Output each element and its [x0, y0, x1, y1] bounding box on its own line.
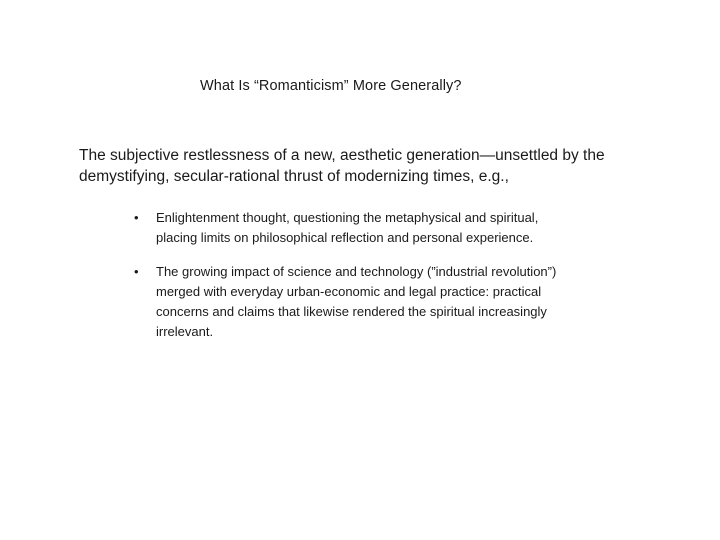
- bullet-icon: •: [134, 210, 139, 225]
- intro-paragraph: [79, 145, 659, 187]
- intro-line: The subjective restlessness of a new, aesthetic generation—unsettled by the: [79, 147, 605, 164]
- bullet-item-enlightenment: [134, 208, 654, 248]
- bullet-list: [134, 208, 654, 356]
- bullet-line: Enlightenment thought, questioning the metaphysical and spiritual,: [156, 210, 539, 225]
- bullet-line: The growing impact of science and technology (”industrial revolution”): [156, 264, 557, 279]
- bullet-line: placing limits on philosophical reflection and personal experience.: [156, 230, 534, 245]
- bullet-icon: •: [134, 264, 139, 279]
- bullet-line: irrelevant.: [156, 324, 214, 339]
- bullet-item-science-technology: [134, 262, 654, 342]
- bullet-line: merged with everyday urban-economic and legal practice: practical: [156, 284, 542, 299]
- intro-line: demystifying, secular-rational thrust of modernizing times, e.g.,: [79, 168, 509, 185]
- bullet-line: concerns and claims that likewise rendered the spiritual increasingly: [156, 304, 547, 319]
- slide-title: What Is “Romanticism” More Generally?: [200, 78, 462, 94]
